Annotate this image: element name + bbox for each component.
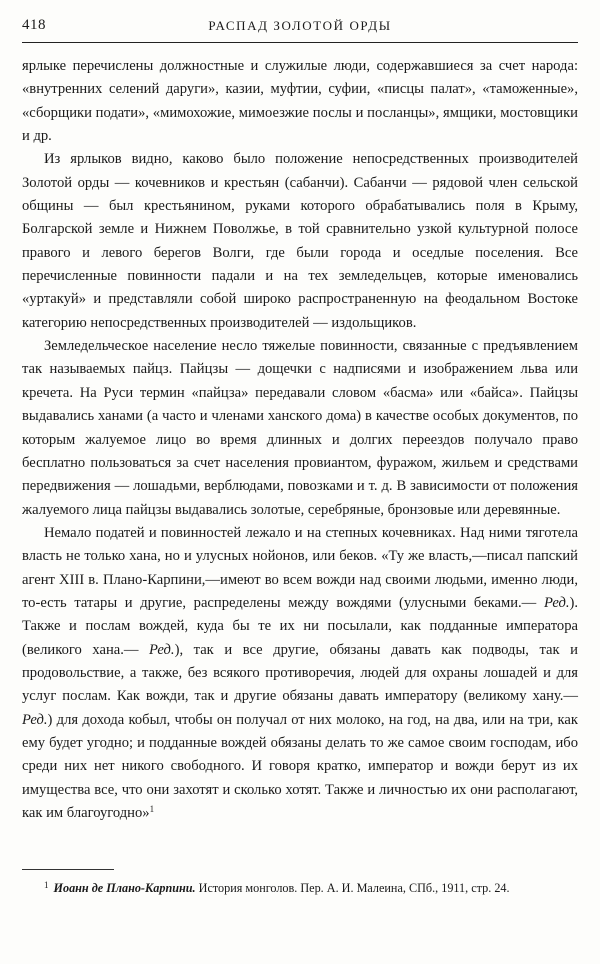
footnote xyxy=(22,879,578,898)
paragraph-producers: Из ярлыков видно, каково было положение непосредственных производителей Золотой орды — кочевников и крестьян (сабанчи). Сабанчи — рядовой член сельской общины — был крестьянином, руками которого обрабатывались поля в Крыму, Болгарской земле и Нижнем Поволжье, в той сравнительно узкой культурной полосе правого и левого берегов Волги, где были города и оседлые поселения. Все перечисленные повинности падали и на тех земледельцев, которые именовались «уртакуй» и представляли собой широко распространенную на феодальном Востоке категорию непосредственных производителей — издольщиков. xyxy=(22,151,578,331)
footnote-text: История монголов. Пер. А. И. Малеина, СПб., 1911, стр. 24. xyxy=(195,881,510,895)
page-number: 418 xyxy=(22,17,46,33)
quote-part-2: ). Также и послам вождей, куда бы те их ни посылали, как подданные императора (великого хана.— xyxy=(22,594,578,658)
running-title: РАСПАД ЗОЛОТОЙ ОРДЫ xyxy=(208,18,392,33)
header-rule xyxy=(22,42,578,43)
paragraph-nomads xyxy=(22,522,578,825)
page-header xyxy=(22,15,578,39)
editor-note: Ред. xyxy=(149,641,175,658)
footnote-author: Иоанн де Плано-Карпини. xyxy=(53,881,196,895)
footnote-rule xyxy=(22,869,114,870)
editor-note: Ред. xyxy=(22,711,48,728)
quote-part-4: ) для дохода кобыл, чтобы он получал от них молоко, на год, на два, или на три, как ему будет угодно; и подданные вождей обязаны делать то же самое своим господам, ибо среди них нет никого свободного. И говоря кратко, император и вожди берут из их имущества все, что они захотят и сколько хотят. Также и личностью их они располагают, как им благоугодно» xyxy=(22,711,578,821)
quote-part-1: Немало податей и повинностей лежало и на степных кочевниках. Над ними тяготела власть не только хана, но и улусных нойонов, или беков. «Ту же власть,—писал папский агент XIII в. Плано-Карпини,—имеют во всем вожди над своими людьми, именно люди, то-есть татары и другие, распределены между вождями (улусными беками.— xyxy=(22,524,578,611)
editor-note: Ред. xyxy=(543,594,570,611)
footnote-marker: 1 xyxy=(44,880,49,890)
paragraph-continuation: ярлыке перечислены должностные и служилые люди, содержавшиеся за счет народа: «внутренних селений даруги», казии, муфтии, суфии, «писцы палат», «таможенные», «сборщики подати», «мимохожие, мимоезжие послы и посланцы», ямщики, мостовщики и др. xyxy=(22,58,578,145)
footnote-reference[interactable]: 1 xyxy=(149,804,155,814)
quote-part-3: ), так и все другие, обязаны давать как подводы, так и продовольствие, а также, без всякого противоречия, людей для охраны лошадей и для услуг послам. Как вожди, так и другие обязаны давать императору (великому хану.— xyxy=(22,641,578,705)
main-text xyxy=(22,55,578,825)
paragraph-paiza: Земледельческое население несло тяжелые повинности, связанные с предъявлением так называемых пайцз. Пайцзы — дощечки с надписями и изображением льва или кречета. На Руси термин «пайцза» передавали словом «басма» или «байса». Пайцзы выдавались ханами (а часто и членами ханского дома) в качестве особых документов, по которым жалуемое лицо во время длинных и долгих переездов получало право бесплатно пользоваться за счет населения провиантом, фуражом, жильем и средствами передвижения — лошадьми, верблюдами, повозками и т. д. В зависимости от положения жалуемого лица пайцзы выдавались золотые, серебряные, бронзовые или деревянные. xyxy=(22,338,578,518)
